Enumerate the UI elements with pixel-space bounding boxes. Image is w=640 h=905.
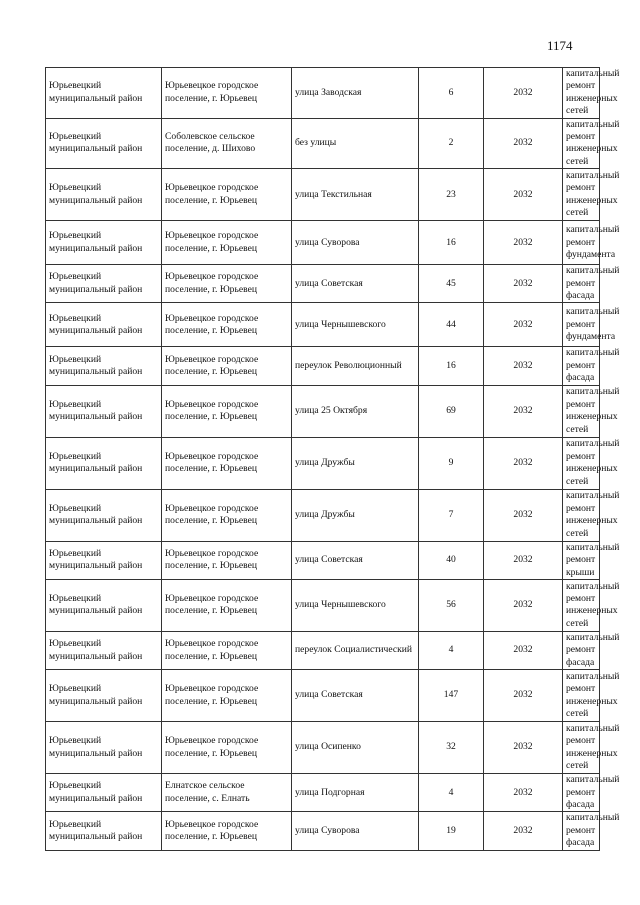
table-row	[46, 489, 600, 541]
district-cell: Юрьевецкий муниципальный район	[46, 812, 162, 850]
district-cell: Юрьевецкий муниципальный район	[46, 303, 162, 347]
house-number-cell: 23	[419, 169, 484, 221]
street-cell: без улицы	[292, 118, 419, 169]
district-cell: Юрьевецкий муниципальный район	[46, 385, 162, 437]
table-row	[46, 265, 600, 303]
house-number-cell: 40	[419, 541, 484, 579]
street-cell: переулок Революционный	[292, 347, 419, 385]
street-cell: улица Суворова	[292, 812, 419, 850]
table-row	[46, 722, 600, 774]
year-cell: 2032	[484, 385, 563, 437]
street-cell: улица Суворова	[292, 221, 419, 265]
work-type-cell: капитальный ремонт фундамента	[563, 303, 600, 347]
district-cell: Юрьевецкий муниципальный район	[46, 722, 162, 774]
year-cell: 2032	[484, 265, 563, 303]
year-cell: 2032	[484, 489, 563, 541]
district-cell: Юрьевецкий муниципальный район	[46, 774, 162, 812]
work-type-cell: капитальный ремонт фасада	[563, 812, 600, 850]
table-row	[46, 579, 600, 631]
work-type-cell: капитальный ремонт инженерных сетей	[563, 437, 600, 489]
street-cell: улица Подгорная	[292, 774, 419, 812]
street-cell: улица Осипенко	[292, 722, 419, 774]
page-number: 1174	[547, 38, 573, 53]
district-cell: Юрьевецкий муниципальный район	[46, 541, 162, 579]
work-type-cell: капитальный ремонт инженерных сетей	[563, 670, 600, 722]
settlement-cell: Юрьевецкое городское поселение, г. Юрьевец	[162, 541, 292, 579]
housing-repair-table	[45, 67, 620, 851]
table-row	[46, 670, 600, 722]
street-cell: переулок Социалистический	[292, 631, 419, 669]
house-number-cell: 44	[419, 303, 484, 347]
street-cell: улица 25 Октября	[292, 385, 419, 437]
year-cell: 2032	[484, 541, 563, 579]
table-row	[46, 118, 600, 169]
settlement-cell: Юрьевецкое городское поселение, г. Юрьевец	[162, 489, 292, 541]
house-number-cell: 19	[419, 812, 484, 850]
work-type-cell: капитальный ремонт инженерных сетей	[563, 118, 600, 169]
district-cell: Юрьевецкий муниципальный район	[46, 579, 162, 631]
street-cell: улица Текстильная	[292, 169, 419, 221]
settlement-cell: Юрьевецкое городское поселение, г. Юрьевец	[162, 347, 292, 385]
house-number-cell: 6	[419, 68, 484, 119]
settlement-cell: Соболевское сельское поселение, д. Шихово	[162, 118, 292, 169]
work-type-cell: капитальный ремонт фасада	[563, 774, 600, 812]
house-number-cell: 7	[419, 489, 484, 541]
table-row	[46, 221, 600, 265]
house-number-cell: 9	[419, 437, 484, 489]
year-cell: 2032	[484, 579, 563, 631]
street-cell: улица Советская	[292, 670, 419, 722]
year-cell: 2032	[484, 437, 563, 489]
settlement-cell: Юрьевецкое городское поселение, г. Юрьевец	[162, 265, 292, 303]
district-cell: Юрьевецкий муниципальный район	[46, 670, 162, 722]
house-number-cell: 16	[419, 221, 484, 265]
work-type-cell: капитальный ремонт фасада	[563, 347, 600, 385]
table-body	[46, 68, 620, 851]
work-type-cell: капитальный ремонт инженерных сетей	[563, 68, 600, 119]
street-cell: улица Чернышевского	[292, 303, 419, 347]
settlement-cell: Юрьевецкое городское поселение, г. Юрьевец	[162, 631, 292, 669]
district-cell: Юрьевецкий муниципальный район	[46, 221, 162, 265]
settlement-cell: Юрьевецкое городское поселение, г. Юрьевец	[162, 221, 292, 265]
district-cell: Юрьевецкий муниципальный район	[46, 437, 162, 489]
district-cell: Юрьевецкий муниципальный район	[46, 118, 162, 169]
house-number-cell: 56	[419, 579, 484, 631]
district-cell: Юрьевецкий муниципальный район	[46, 169, 162, 221]
year-cell: 2032	[484, 670, 563, 722]
settlement-cell: Елнатское сельское поселение, с. Елнать	[162, 774, 292, 812]
table-row	[46, 812, 600, 850]
settlement-cell: Юрьевецкое городское поселение, г. Юрьевец	[162, 303, 292, 347]
table-row	[46, 631, 600, 669]
house-number-cell: 4	[419, 774, 484, 812]
house-number-cell: 4	[419, 631, 484, 669]
house-number-cell: 69	[419, 385, 484, 437]
house-number-cell: 2	[419, 118, 484, 169]
year-cell: 2032	[484, 774, 563, 812]
street-cell: улица Советская	[292, 265, 419, 303]
settlement-cell: Юрьевецкое городское поселение, г. Юрьевец	[162, 579, 292, 631]
district-cell: Юрьевецкий муниципальный район	[46, 265, 162, 303]
table-row	[46, 437, 600, 489]
street-cell: улица Дружбы	[292, 437, 419, 489]
settlement-cell: Юрьевецкое городское поселение, г. Юрьевец	[162, 812, 292, 850]
year-cell: 2032	[484, 303, 563, 347]
year-cell: 2032	[484, 631, 563, 669]
district-cell: Юрьевецкий муниципальный район	[46, 631, 162, 669]
year-cell: 2032	[484, 169, 563, 221]
year-cell: 2032	[484, 118, 563, 169]
table-row	[46, 68, 600, 119]
work-type-cell: капитальный ремонт инженерных сетей	[563, 722, 600, 774]
settlement-cell: Юрьевецкое городское поселение, г. Юрьевец	[162, 437, 292, 489]
year-cell: 2032	[484, 68, 563, 119]
table-row	[46, 347, 600, 385]
year-cell: 2032	[484, 221, 563, 265]
work-type-cell: капитальный ремонт фасада	[563, 265, 600, 303]
settlement-cell: Юрьевецкое городское поселение, г. Юрьевец	[162, 169, 292, 221]
settlement-cell: Юрьевецкое городское поселение, г. Юрьевец	[162, 385, 292, 437]
work-type-cell: капитальный ремонт инженерных сетей	[563, 579, 600, 631]
table-row	[46, 774, 600, 812]
work-type-cell: капитальный ремонт крыши	[563, 541, 600, 579]
work-type-cell: капитальный ремонт фасада	[563, 631, 600, 669]
street-cell: улица Заводская	[292, 68, 419, 119]
year-cell: 2032	[484, 722, 563, 774]
district-cell: Юрьевецкий муниципальный район	[46, 489, 162, 541]
street-cell: улица Советская	[292, 541, 419, 579]
settlement-cell: Юрьевецкое городское поселение, г. Юрьевец	[162, 670, 292, 722]
house-number-cell: 16	[419, 347, 484, 385]
house-number-cell: 147	[419, 670, 484, 722]
settlement-cell: Юрьевецкое городское поселение, г. Юрьевец	[162, 722, 292, 774]
table-row	[46, 303, 600, 347]
table-row	[46, 541, 600, 579]
table-row	[46, 169, 600, 221]
year-cell: 2032	[484, 347, 563, 385]
work-type-cell: капитальный ремонт инженерных сетей	[563, 385, 600, 437]
house-number-cell: 32	[419, 722, 484, 774]
street-cell: улица Дружбы	[292, 489, 419, 541]
work-type-cell: капитальный ремонт инженерных сетей	[563, 169, 600, 221]
district-cell: Юрьевецкий муниципальный район	[46, 347, 162, 385]
year-cell: 2032	[484, 812, 563, 850]
table-row	[46, 385, 600, 437]
district-cell: Юрьевецкий муниципальный район	[46, 68, 162, 119]
settlement-cell: Юрьевецкое городское поселение, г. Юрьевец	[162, 68, 292, 119]
house-number-cell: 45	[419, 265, 484, 303]
work-type-cell: капитальный ремонт фундамента	[563, 221, 600, 265]
street-cell: улица Чернышевского	[292, 579, 419, 631]
work-type-cell: капитальный ремонт инженерных сетей	[563, 489, 600, 541]
